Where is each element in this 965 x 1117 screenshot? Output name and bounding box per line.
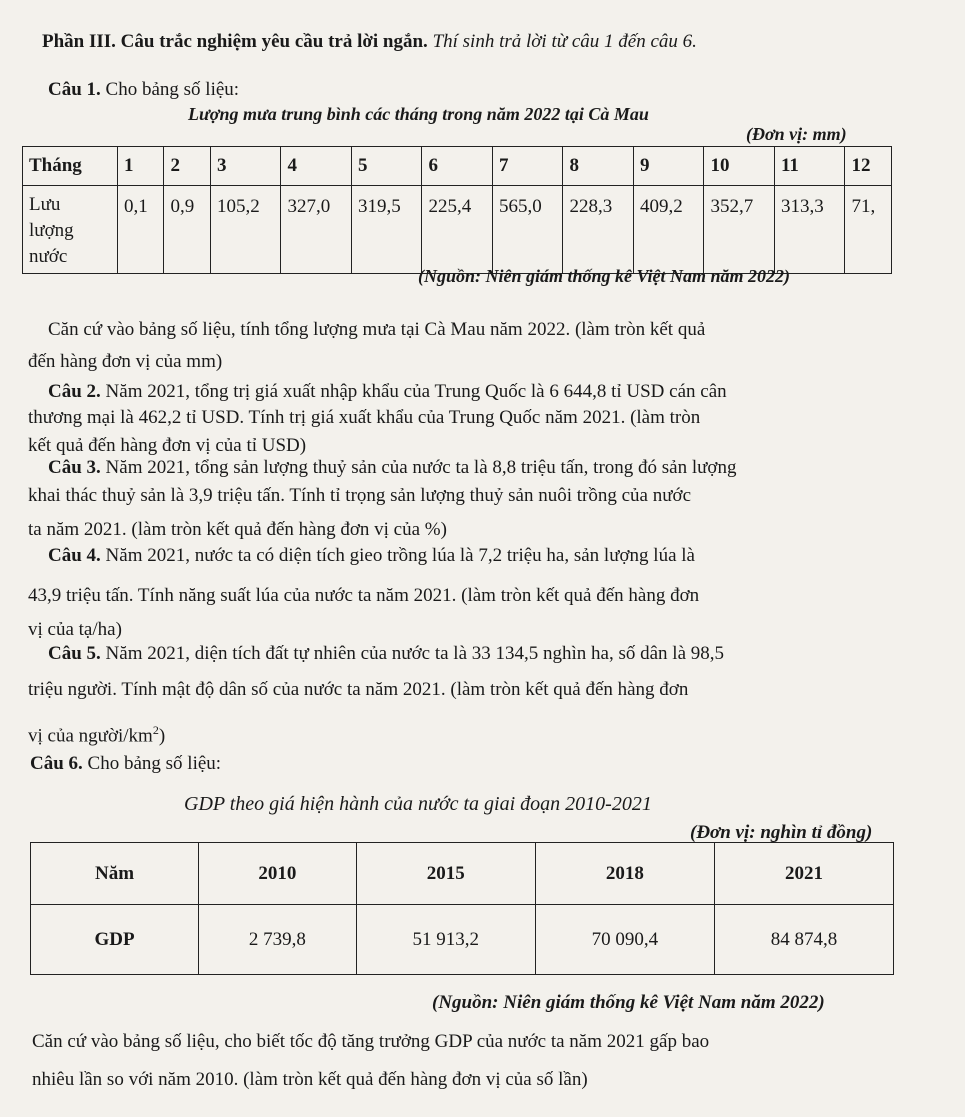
q1-table-title: Lượng mưa trung bình các tháng trong năm 2022 tại Cà Mau xyxy=(188,104,649,124)
rainfall-row-label: Lưu lượng nước xyxy=(23,186,118,274)
part-title: Phần III. Câu trắc nghiệm yêu cầu trả lời ngắn. xyxy=(42,31,428,52)
month-cell: 6 xyxy=(422,147,493,186)
year-cell: 2015 xyxy=(356,843,535,905)
month-cell: 11 xyxy=(774,147,845,186)
year-cell: 2018 xyxy=(535,843,714,905)
gdp-value: 2 739,8 xyxy=(199,905,357,975)
q1-line-2: đến hàng đơn vị của mm) xyxy=(28,351,223,372)
gdp-row-label: GDP xyxy=(31,905,199,975)
part-heading xyxy=(42,30,697,54)
q6-text: Cho bảng số liệu: xyxy=(87,753,222,774)
gdp-value-row xyxy=(31,905,894,975)
year-header: Năm xyxy=(31,843,199,905)
q5-label: Câu 5. xyxy=(48,643,101,664)
q4-line-3: vị của tạ/ha) xyxy=(28,619,122,640)
rainfall-value-row xyxy=(23,186,892,274)
q1-intro xyxy=(48,78,239,102)
part-instruction: Thí sinh trả lời từ câu 1 đến câu 6. xyxy=(432,31,697,52)
month-cell: 12 xyxy=(845,147,892,186)
rainfall-value: 225,4 xyxy=(422,186,493,274)
q4-line-2: 43,9 triệu tấn. Tính năng suất lúa của nước ta năm 2021. (làm tròn kết quả đến hàng đơn xyxy=(28,585,700,606)
gdp-value: 84 874,8 xyxy=(714,905,893,975)
month-cell: 5 xyxy=(351,147,422,186)
gdp-value: 70 090,4 xyxy=(535,905,714,975)
q4-line-1: Câu 4. Năm 2021, nước ta có diện tích gieo trồng lúa là 7,2 triệu ha, sản lượng lúa là xyxy=(48,545,695,566)
rainfall-value: 228,3 xyxy=(563,186,634,274)
q5-superscript: 2 xyxy=(152,723,159,737)
rainfall-value: 319,5 xyxy=(351,186,422,274)
rainfall-value: 352,7 xyxy=(704,186,775,274)
q1-source: (Nguồn: Niên giám thống kê Việt Nam năm 2022) xyxy=(418,266,791,286)
q1-label: Câu 1. xyxy=(48,79,101,100)
month-cell: 9 xyxy=(633,147,704,186)
gdp-header-row xyxy=(31,843,894,905)
rainfall-value: 327,0 xyxy=(281,186,352,274)
rainfall-header-row xyxy=(23,147,892,186)
month-cell: 4 xyxy=(281,147,352,186)
q5-line-1: Câu 5. Năm 2021, diện tích đất tự nhiên của nước ta là 33 134,5 nghìn ha, số dân là 98,5 xyxy=(48,643,725,664)
q6-source: (Nguồn: Niên giám thống kê Việt Nam năm 2022) xyxy=(432,992,825,1013)
q6-intro xyxy=(30,752,221,776)
q3-line-2: khai thác thuỷ sản là 3,9 triệu tấn. Tính tỉ trọng sản lượng thuỷ sản nuôi trồng của nước xyxy=(28,485,691,506)
q6-label: Câu 6. xyxy=(30,753,83,774)
month-header: Tháng xyxy=(23,147,118,186)
q6-line-1: Căn cứ vào bảng số liệu, cho biết tốc độ tăng trưởng GDP của nước ta năm 2021 gấp bao xyxy=(32,1031,710,1052)
q2-line-3: kết quả đến hàng đơn vị của tỉ USD) xyxy=(28,435,307,456)
month-cell: 1 xyxy=(118,147,164,186)
q6-line-2: nhiêu lần so với năm 2010. (làm tròn kết quả đến hàng đơn vị của số lần) xyxy=(32,1069,588,1090)
year-cell: 2021 xyxy=(714,843,893,905)
month-cell: 2 xyxy=(164,147,210,186)
rainfall-value: 105,2 xyxy=(210,186,281,274)
month-cell: 10 xyxy=(704,147,775,186)
rainfall-value: 565,0 xyxy=(492,186,563,274)
q3-line-3: ta năm 2021. (làm tròn kết quả đến hàng đơn vị của %) xyxy=(28,519,447,540)
month-cell: 8 xyxy=(563,147,634,186)
q6-table-title: GDP theo giá hiện hành của nước ta giai đoạn 2010-2021 xyxy=(184,793,652,815)
q1-unit: (Đơn vị: mm) xyxy=(746,124,847,144)
q3-label: Câu 3. xyxy=(48,457,101,478)
year-cell: 2010 xyxy=(199,843,357,905)
rainfall-value: 313,3 xyxy=(774,186,845,274)
q6-unit: (Đơn vị: nghìn tỉ đồng) xyxy=(690,822,873,843)
q2-line-1: Câu 2. Năm 2021, tổng trị giá xuất nhập khẩu của Trung Quốc là 6 644,8 tỉ USD cán cân xyxy=(48,381,727,402)
rainfall-value: 0,1 xyxy=(118,186,164,274)
q3-line-1: Câu 3. Năm 2021, tổng sản lượng thuỷ sản của nước ta là 8,8 triệu tấn, trong đó sản lượng xyxy=(48,457,737,478)
month-cell: 7 xyxy=(492,147,563,186)
q1-text: Cho bảng số liệu: xyxy=(105,79,240,100)
q2-line-2: thương mại là 462,2 tỉ USD. Tính trị giá xuất khẩu của Trung Quốc năm 2021. (làm tròn xyxy=(28,407,701,428)
rainfall-table xyxy=(22,146,892,274)
gdp-table xyxy=(30,842,894,975)
q5-line-2: triệu người. Tính mật độ dân số của nước ta năm 2021. (làm tròn kết quả đến hàng đơn xyxy=(28,679,689,700)
q4-label: Câu 4. xyxy=(48,545,101,566)
gdp-value: 51 913,2 xyxy=(356,905,535,975)
month-cell: 3 xyxy=(210,147,281,186)
q1-line-1: Căn cứ vào bảng số liệu, tính tổng lượng mưa tại Cà Mau năm 2022. (làm tròn kết quả xyxy=(48,319,706,340)
q5-line-3: vị của người/$km^2$) xyxy=(28,723,166,747)
q2-label: Câu 2. xyxy=(48,381,101,402)
rainfall-value: 0,9 xyxy=(164,186,210,274)
rainfall-value: 71, xyxy=(845,186,892,274)
rainfall-value: 409,2 xyxy=(633,186,704,274)
